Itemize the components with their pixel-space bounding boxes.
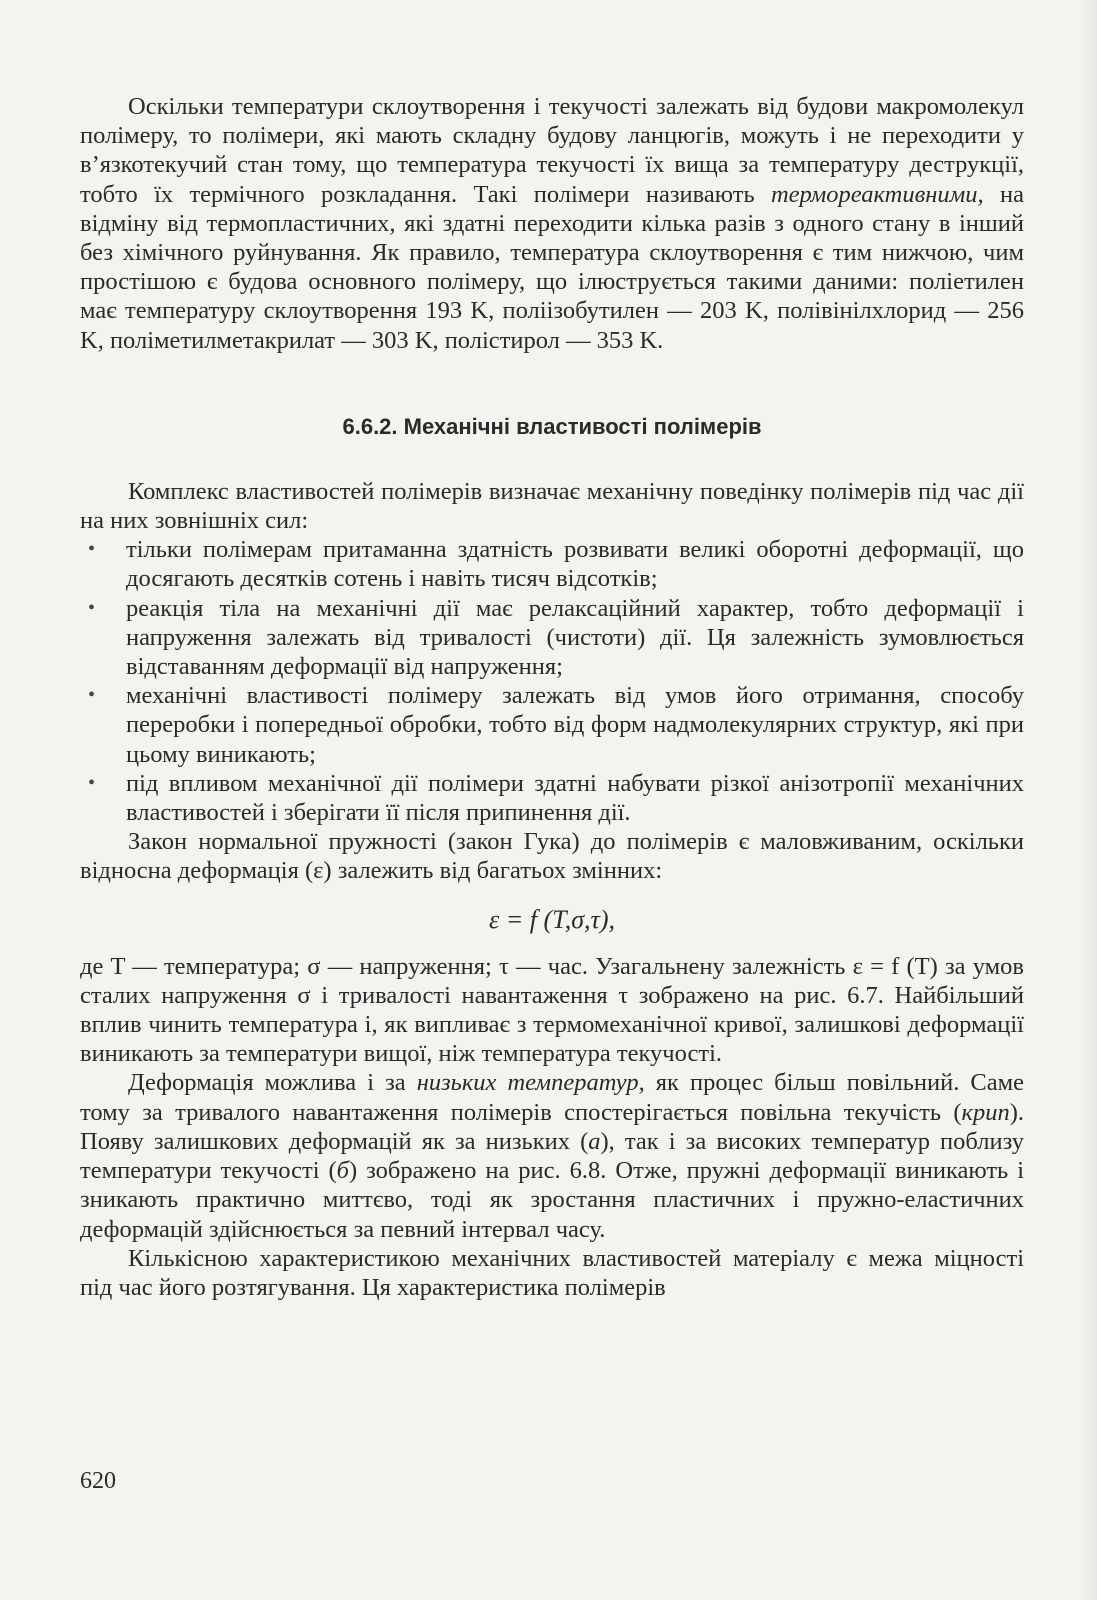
list-item: • під впливом механічної дії полімери здатні набувати різкої анізотропії механічних властивостей і зберігати її після припинення дії. [80,769,1024,827]
paragraph-intro: Комплекс властивостей полімерів визначає механічну поведінку полімерів під час дії на них зовнішніх сил: [80,477,1024,535]
paragraph-deformation [80,1068,1024,1243]
italic-term: б [336,1157,349,1185]
properties-list [80,535,1024,827]
paragraph-text: як процес більш повільний. Саме тому за тривалого навантаження полімерів спостерігається повільна текучість ( [80,1069,1024,1126]
paragraph-text: ) зображено на рис. 6.8. Отже, пружні деформації виникають і зникають практично миттєво, тоді як зростання пластичних і пружно-еластичних деформацій здійснюється за певний інтервал часу. [80,1157,1025,1243]
paragraph-hooke-law: Закон нормальної пружності (закон Гука) до полімерів є маловживаним, оскільки відносна деформація (ε) залежить від багатьох змінних: [80,828,1024,885]
paragraph-text: на відміну від термопластичних, які здатні переходити кілька разів з одного стану в інший без хімічного руйнування. Як правило, температура склоутворення є тим нижчою, чим простішою є будова основного полімеру, що ілюструється такими даними: поліетилен має температуру склоутворення 193 K, поліізобутилен — 203 K, полівінілхлорид — 256 K, поліметилметакрилат — 303 K, полістирол — 353 K. [80,180,1024,354]
italic-term: а [588,1127,601,1155]
italic-term: крип [961,1098,1010,1126]
page-content [80,92,1024,1302]
paragraph-text: ). Появу залишкових деформацій як за низьких ( [80,1098,1024,1155]
paragraph-text: ), так і за високих температур поблизу температури текучості ( [80,1127,1025,1185]
paragraph-text: Деформація можлива і за [128,1069,417,1097]
italic-term: термореактивними, [770,180,984,208]
paragraph-strength: Кількісною характеристикою механічних властивостей матеріалу є межа міцності під час його розтягування. Ця характеристика полімерів [80,1244,1024,1301]
section-heading: 6.6.2. Механічні властивості полімерів [342,413,762,439]
page-edge-shadow [1079,0,1097,1600]
italic-term: низьких температур, [416,1069,645,1097]
list-item: • механічні властивості полімеру залежать від умов його отримання, способу переробки і попередньої обробки, тобто від форм надмолекулярних структур, які при цьому виникають; [80,681,1024,769]
paragraph-glass-transition [80,92,1024,355]
paragraph-where: де T — температура; σ — напруження; τ — час. Узагальнену залежність ε = f (T) за умов сталих напруження σ і тривалості навантаження τ зображено на рис. 6.7. Найбільший вплив чинить температура і, як випливає з термомеханічної кривої, залишкові деформації виникають за температури вищої, ніж температура текучості. [80,952,1024,1068]
list-item: • тільки полімерам притаманна здатність розвивати великі оборотні деформації, що досягають десятків сотень і навіть тисяч відсотків; [80,535,1024,593]
formula: ε = f (T,σ,τ), [489,904,615,934]
paragraph-text: Оскільки температури склоутворення і текучості залежать від будови макромолекул полімеру, то полімери, які мають складну будову ланцюгів, можуть і не переходити у в’язкотекучий стан тому, що температура текучості їх вища за температуру деструкції, тобто їх термічного розкладання. Такі полімери називають [80,93,1024,208]
page-number: 620 [80,1468,116,1494]
list-item: • реакція тіла на механічні дії має релаксаційний характер, тобто деформації і напруження залежать від тривалості (чистоти) дії. Ця залежність зумовлюється відставанням деформації від напруження; [80,594,1024,682]
